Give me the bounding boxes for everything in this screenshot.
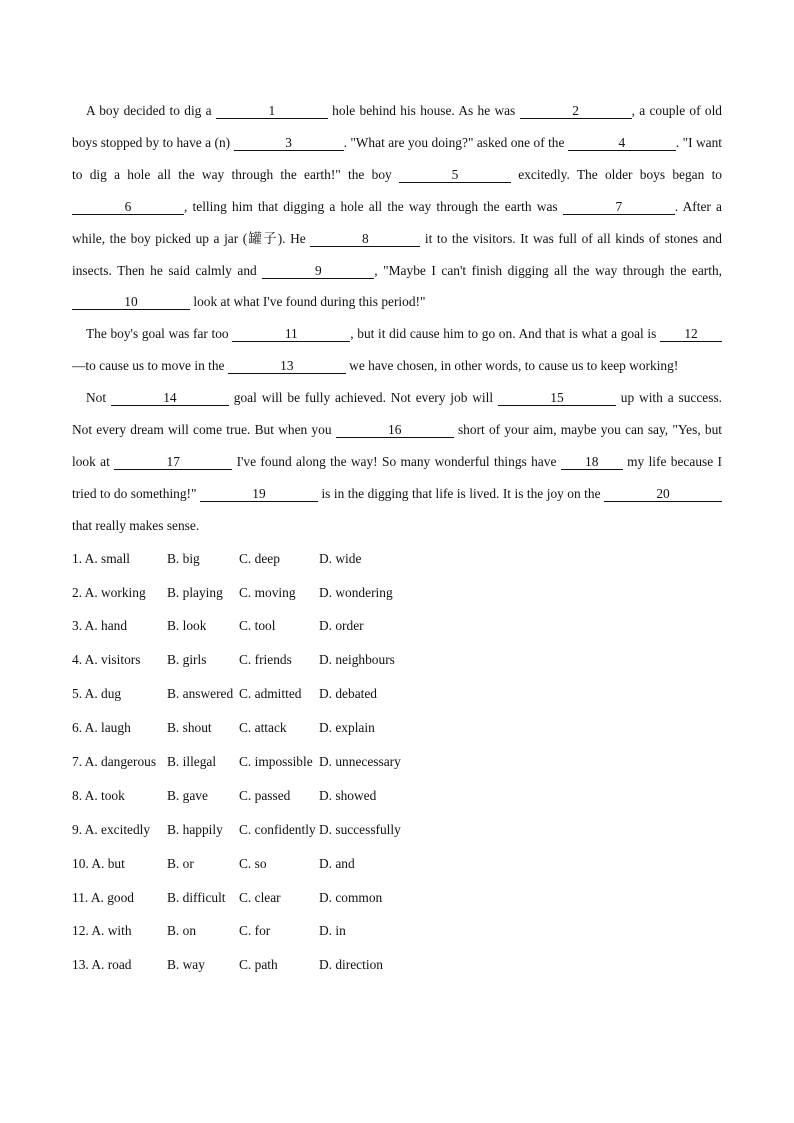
option-a: 6. A. laugh [72, 720, 131, 736]
blank-15: 15 [498, 390, 616, 406]
option-d: D. successfully [319, 821, 401, 837]
passage-text: . "I want to dig a hole all the way through the earth!" the boy [72, 134, 723, 182]
option-row-1 [72, 542, 722, 576]
option-a: 9. A. excitedly [72, 821, 151, 837]
option-c: C. tool [239, 618, 276, 634]
paragraph-2 [72, 318, 722, 382]
blank-7: 7 [563, 199, 675, 215]
option-b: B. big [167, 550, 200, 566]
option-d: D. wide [319, 550, 362, 566]
option-b: B. shout [167, 720, 212, 736]
blank-17: 17 [114, 454, 232, 470]
option-c: C. confidently [239, 821, 316, 837]
blank-12: 12 [660, 326, 722, 342]
blank-11: 11 [232, 326, 350, 342]
option-d: D. wondering [319, 584, 393, 600]
passage-text: my life because I tried to do something!" [72, 453, 722, 501]
option-d: D. in [319, 923, 346, 939]
option-c: C. friends [239, 652, 292, 668]
option-a: 2. A. working [72, 584, 146, 600]
option-a: 10. A. but [72, 855, 125, 871]
passage-text: we have chosen, in other words, to cause us to keep working! [345, 358, 679, 374]
option-c: C. impossible [239, 753, 313, 769]
option-row-4 [72, 643, 722, 677]
passage-text: I've found along the way! So many wonderful things have [232, 453, 561, 469]
option-d: D. unnecessary [319, 753, 401, 769]
option-b: B. answered [167, 686, 234, 702]
option-c: C. for [239, 923, 271, 939]
option-a: 12. A. with [72, 923, 132, 939]
passage-text: goal will be fully achieved. Not every job will [228, 390, 498, 406]
option-row-10 [72, 847, 722, 881]
blank-3: 3 [234, 135, 344, 151]
worksheet-page [72, 95, 722, 982]
option-b: B. look [167, 618, 207, 634]
option-row-2 [72, 576, 722, 610]
passage-text: that really makes sense. [72, 517, 200, 533]
passage-text: , telling him that digging a hole all the way through the earth was [184, 198, 563, 214]
passage-text: is in the digging that life is lived. It is the joy on the [317, 485, 605, 501]
passage-text: —to cause us to move in the [72, 358, 228, 374]
passage-text: hole behind his house. As he was [327, 103, 520, 118]
passage-text: , a couple of old boys stopped by to have a (n) [72, 103, 722, 150]
blank-18: 18 [561, 454, 623, 470]
answer-options [72, 542, 722, 983]
option-b: B. illegal [167, 753, 217, 769]
option-b: B. on [167, 923, 197, 939]
paragraph-1 [72, 95, 722, 318]
option-b: B. playing [167, 584, 223, 600]
option-c: C. admitted [239, 686, 302, 702]
option-b: B. girls [167, 652, 207, 668]
option-c: C. clear [239, 889, 281, 905]
paragraph-3 [72, 382, 722, 542]
passage-text: look at what I've found during this period!" [190, 294, 426, 310]
passage-text: , but it did cause him to go on. And that is what a goal is [350, 326, 661, 342]
option-d: D. neighbours [319, 652, 395, 668]
option-row-12 [72, 914, 722, 948]
blank-6: 6 [72, 199, 184, 215]
option-a: 4. A. visitors [72, 652, 141, 668]
option-a: 7. A. dangerous [72, 753, 157, 769]
blank-20: 20 [604, 486, 722, 502]
blank-8: 8 [310, 231, 420, 247]
option-b: B. happily [167, 821, 223, 837]
blank-1: 1 [216, 103, 328, 119]
option-row-5 [72, 677, 722, 711]
passage-text: it to the visitors. It was full of all kinds of stones and insects. Then he said calmly and [72, 230, 723, 278]
blank-10: 10 [72, 294, 190, 310]
option-a: 5. A. dug [72, 686, 122, 702]
option-row-13 [72, 948, 722, 982]
option-row-11 [72, 881, 722, 915]
option-d: D. debated [319, 686, 378, 702]
passage-text: excitedly. The older boys began to [511, 166, 722, 182]
option-c: C. passed [239, 787, 291, 803]
passage-text: short of your aim, maybe you can say, "Yes, but look at [72, 422, 723, 469]
blank-4: 4 [568, 135, 676, 151]
blank-5: 5 [399, 167, 511, 183]
option-row-6 [72, 711, 722, 745]
option-row-8 [72, 779, 722, 813]
passage-text: Not [86, 390, 111, 406]
option-a: 8. A. took [72, 787, 125, 803]
option-a: 13. A. road [72, 957, 132, 973]
option-row-7 [72, 745, 722, 779]
blank-16: 16 [336, 422, 454, 438]
passage-text: A boy decided to dig a [86, 103, 216, 118]
option-c: C. moving [239, 584, 296, 600]
passage-text: , "Maybe I can't finish digging all the way through the earth, [374, 262, 723, 278]
option-b: B. difficult [167, 889, 226, 905]
blank-2: 2 [520, 103, 632, 119]
option-b: B. gave [167, 787, 208, 803]
option-c: C. deep [239, 550, 280, 566]
option-c: C. attack [239, 720, 287, 736]
option-a: 1. A. small [72, 550, 131, 566]
option-d: D. showed [319, 787, 377, 803]
option-d: D. explain [319, 720, 375, 736]
option-a: 11. A. good [72, 889, 134, 905]
option-b: B. or [167, 855, 194, 871]
option-c: C. path [239, 957, 278, 973]
cloze-passage [72, 95, 722, 542]
option-row-9 [72, 813, 722, 847]
blank-14: 14 [111, 390, 229, 406]
option-a: 3. A. hand [72, 618, 128, 634]
option-d: D. common [319, 889, 383, 905]
option-d: D. order [319, 618, 364, 634]
blank-9: 9 [262, 263, 374, 279]
passage-text: The boy's goal was far too [86, 326, 233, 342]
passage-text: up with a success. Not every dream will come true. But when you [72, 390, 722, 438]
passage-text: . "What are you doing?" asked one of the [343, 134, 568, 150]
option-d: D. direction [319, 957, 383, 973]
blank-13: 13 [228, 358, 346, 374]
option-c: C. so [239, 855, 267, 871]
option-d: D. and [319, 855, 355, 871]
passage-text: . After a while, the boy picked up a jar (罐子). He [72, 198, 722, 246]
option-b: B. way [167, 957, 205, 973]
blank-19: 19 [200, 486, 318, 502]
option-row-3 [72, 609, 722, 643]
